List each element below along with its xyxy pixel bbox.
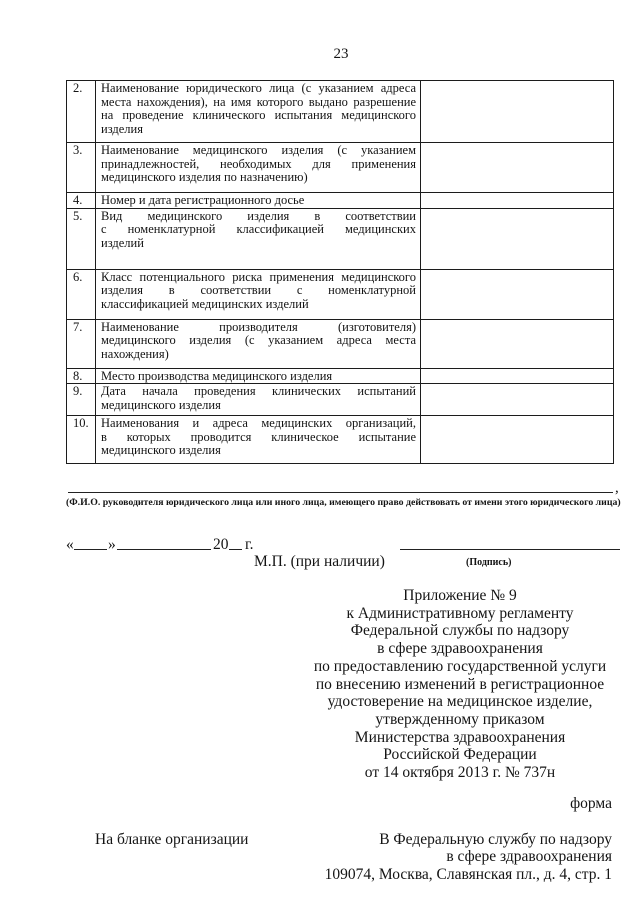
addressee-line: 109074, Москва, Славянская пл., д. 4, стр. 1: [324, 865, 612, 883]
signatory-name-caption: (Ф.И.О. руководителя юридического лица или иного лица, имеющего право действовать от имени этого юридического лица): [66, 497, 621, 508]
row-label: [96, 269, 421, 319]
signatory-name-line: [68, 492, 613, 493]
date-year-prefix: 20: [213, 536, 229, 553]
date-day-blank: [74, 549, 107, 550]
date-close-quote: »: [108, 536, 116, 553]
row-value-cell: [421, 416, 614, 464]
row-label-line: изделия: [101, 122, 143, 136]
row-label-line: на проведение клинического испытания медицинского: [101, 109, 416, 122]
row-number: 8.: [67, 368, 96, 384]
row-label: [96, 384, 421, 416]
table-row: [67, 269, 614, 319]
appendix-line: Приложение № 9: [403, 587, 517, 604]
table-row: [67, 208, 614, 269]
addressee-line: в сфере здравоохранения: [446, 848, 612, 866]
row-label: [96, 81, 421, 143]
signature-line: [400, 549, 620, 550]
addressee-block: [325, 831, 612, 883]
row-label: [96, 193, 421, 209]
row-number: 2.: [67, 81, 96, 143]
row-label-line: изделия в соответствии с номенклатурной: [101, 284, 416, 297]
appendix-line: удостоверение на медицинское изделие,: [327, 693, 593, 711]
addressee-line: В Федеральную службу по надзору: [379, 831, 612, 848]
row-number: 6.: [67, 269, 96, 319]
row-number: 10.: [67, 416, 96, 464]
form-label: форма: [570, 795, 612, 812]
row-label-line: Наименование производителя (изготовителя): [101, 320, 416, 334]
table-row: [67, 193, 614, 209]
date-month-blank: [117, 549, 211, 550]
row-label-line: Место производства медицинского изделия: [101, 369, 333, 383]
row-label-line: Класс потенциального риска применения медицинского: [101, 270, 416, 284]
row-label-line: с номенклатурной классификацией медицинских: [101, 223, 416, 236]
row-label-line: нахождения): [101, 347, 169, 361]
row-label: [96, 319, 421, 368]
row-label-line: Наименования и адреса медицинских организаций,: [101, 417, 416, 430]
row-label-line: медицинского изделия по назначению): [101, 171, 308, 184]
appendix-line: Российской Федерации: [383, 746, 537, 764]
appendix-line: Федеральной службы по надзору: [350, 622, 570, 640]
appendix-line: по предоставлению государственной услуги: [313, 657, 607, 675]
row-number: 9.: [67, 384, 96, 416]
row-number: 7.: [67, 319, 96, 368]
stamp-note: М.П. (при наличии): [254, 553, 385, 570]
table-row: [67, 368, 614, 384]
row-value-cell: [421, 81, 614, 143]
appendix-line: к Административному регламенту: [346, 604, 574, 622]
appendix-line: от 14 октября 2013 г. № 737н: [364, 764, 556, 782]
appendix-heading: [300, 587, 620, 782]
row-label-line: Дата начала проведения клинических испытаний: [101, 385, 416, 398]
row-label-line: в которых проводится клиническое испытание: [101, 430, 416, 444]
application-details-table: [66, 80, 614, 464]
row-label-line: места нахождения), на имя которого выдано разрешение: [101, 95, 416, 109]
row-label-line: принадлежностей, необходимых для применения: [101, 157, 416, 171]
date-year-blank: [229, 549, 242, 550]
row-number: 3.: [67, 143, 96, 193]
table-row: [67, 143, 614, 193]
table-row: [67, 416, 614, 464]
appendix-line: по внесению изменений в регистрационное: [315, 675, 605, 693]
row-label-line: медицинского изделия: [101, 444, 221, 457]
row-label-line: классификацией медицинских изделий: [101, 297, 309, 311]
table-row: [67, 384, 614, 416]
appendix-line: в сфере здравоохранения: [377, 640, 543, 658]
row-label-line: Наименование юридического лица (с указанием адреса: [101, 82, 416, 95]
row-number: 5.: [67, 208, 96, 269]
row-label-line: Наименование медицинского изделия (с указанием: [101, 144, 416, 157]
table-row: [67, 319, 614, 368]
row-label: [96, 416, 421, 464]
page-number: 23: [333, 46, 349, 62]
row-label-line: медицинского изделия (с указанием адреса места: [101, 334, 416, 347]
row-label-line: изделий: [101, 236, 144, 250]
row-value-cell: [421, 319, 614, 368]
row-number: 4.: [67, 193, 96, 209]
appendix-line: утвержденному приказом: [375, 710, 545, 728]
signature-caption: (Подпись): [466, 557, 512, 568]
table-row: [67, 81, 614, 143]
row-value-cell: [421, 384, 614, 416]
appendix-line: Министерства здравоохранения: [354, 728, 566, 746]
date-year-suffix: г.: [245, 536, 254, 553]
row-label: [96, 208, 421, 269]
row-label-line: Вид медицинского изделия в соответствии: [101, 209, 416, 223]
row-value-cell: [421, 368, 614, 384]
row-value-cell: [421, 193, 614, 209]
row-label: [96, 368, 421, 384]
row-value-cell: [421, 208, 614, 269]
letterhead-note: На бланке организации: [95, 831, 249, 848]
row-value-cell: [421, 269, 614, 319]
signatory-line-comma: ,: [615, 480, 619, 496]
date-open-quote: «: [66, 536, 74, 553]
table-body: [67, 81, 614, 464]
row-value-cell: [421, 143, 614, 193]
row-label: [96, 143, 421, 193]
row-label-line: медицинского изделия: [101, 398, 221, 412]
row-label-line: Номер и дата регистрационного досье: [101, 194, 305, 207]
